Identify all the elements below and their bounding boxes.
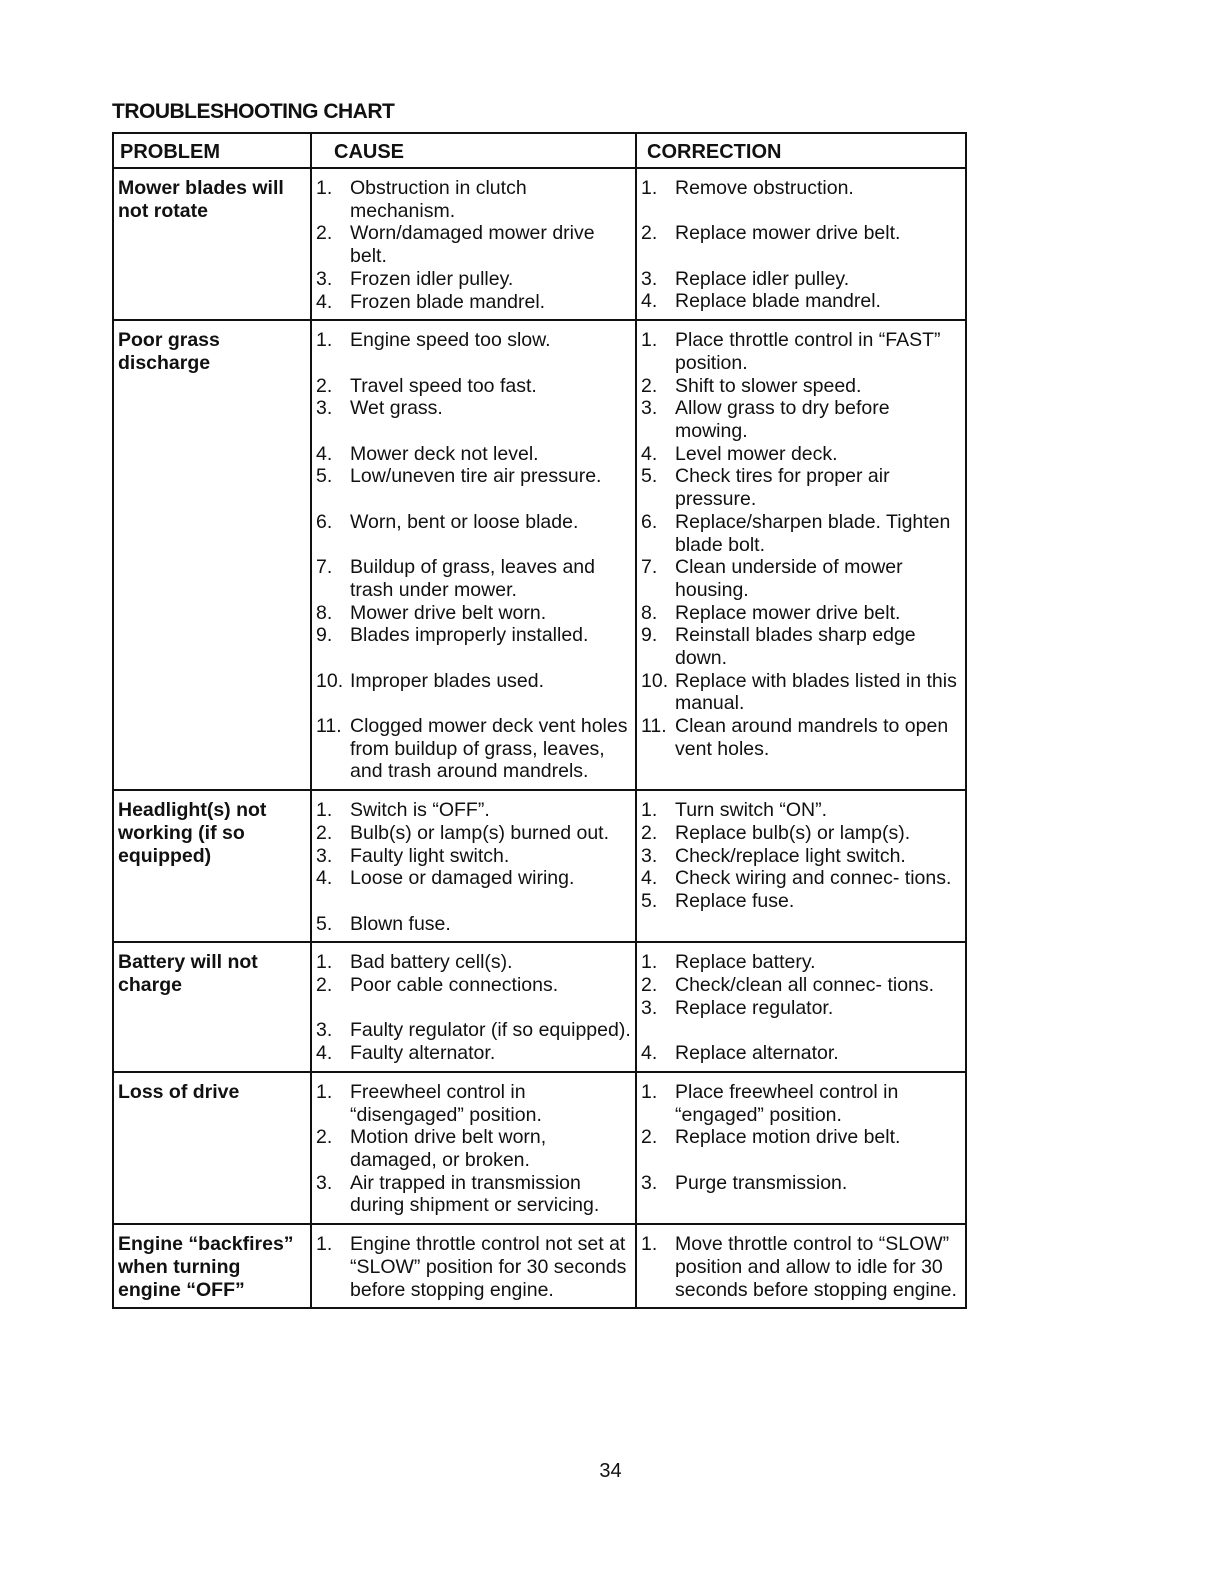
item-text: Turn switch “ON”. [675,799,828,822]
table-row [113,1072,966,1224]
correction-list [641,1233,961,1301]
problem-cell: Engine “backfires” when turning engine “OFF” [113,1224,311,1308]
cause-item [316,867,631,912]
item-number: 4. [316,867,333,890]
cause-list [316,951,631,1065]
correction-item [641,177,961,222]
item-number: 1. [316,1233,333,1256]
item-text: Replace mower drive belt. [675,222,901,245]
line-spacer [675,245,961,268]
item-number: 6. [641,510,658,533]
item-number: 4. [316,1042,333,1065]
page-number: 34 [599,1460,622,1482]
item-text: Replace motion drive belt. [675,1126,901,1149]
correction-item [641,397,961,442]
cause-item [316,1172,631,1217]
item-number: 3. [641,267,658,290]
item-text: Allow grass to dry before mowing. [675,397,890,443]
cause-item [316,291,631,314]
cause-item [316,624,631,669]
correction-list [641,177,961,313]
problem-cell: Headlight(s) not working (if so equipped) [113,790,311,942]
item-text: Clean underside of mower housing. [675,556,903,601]
correction-item [641,1126,961,1171]
item-number: 1. [641,951,658,974]
correction-item [641,997,961,1042]
item-text: Place throttle control in “FAST” position. [675,329,941,374]
item-text: Shift to slower speed. [675,374,862,397]
line-spacer [350,488,631,511]
correction-item [641,1233,961,1301]
cause-item [316,974,631,1019]
item-number: 3. [641,1171,658,1194]
item-number: 1. [641,1080,658,1103]
correction-item [641,822,961,845]
table-body [113,168,966,1308]
table-row [113,942,966,1072]
item-text: Mower deck not level. [350,442,539,465]
item-text: Engine throttle control not set at “SLOW” position for 30 seconds before stopping engine. [350,1233,627,1301]
correction-item [641,845,961,868]
correction-list [641,1081,961,1195]
item-text: Replace/sharpen blade. Tighten blade bolt. [675,510,951,556]
cause-item [316,715,631,783]
cause-item [316,397,631,442]
correction-item [641,1172,961,1195]
item-number: 1. [316,1080,333,1103]
cause-list [316,177,631,313]
item-text: Place freewheel control in “engaged” position. [675,1080,899,1126]
table-row [113,790,966,942]
item-text: Check/replace light switch. [675,844,906,867]
item-number: 5. [641,465,658,488]
problem-cell: Mower blades will not rotate [113,168,311,320]
line-spacer [350,890,631,913]
item-number: 4. [641,290,658,313]
item-number: 1. [641,799,658,822]
item-number: 6. [316,510,333,533]
line-spacer [675,200,961,223]
item-text: Clogged mower deck vent holes from buildup of grass, leaves, and trash around mandrels. [350,715,628,783]
item-text: Switch is “OFF”. [350,799,490,822]
cause-item [316,1233,631,1301]
item-number: 9. [316,624,333,647]
item-text: Clean around mandrels to open vent holes. [675,715,949,760]
item-number: 3. [641,996,658,1019]
correction-item [641,890,961,913]
item-text: Obstruction in clutch mechanism. [350,177,527,222]
correction-item [641,465,961,510]
item-text: Low/uneven tire air pressure. [350,465,602,488]
correction-cell [636,1224,966,1308]
item-text: Check wiring and connec- tions. [675,867,952,890]
item-number: 5. [641,890,658,912]
cause-item [316,556,631,601]
correction-cell [636,1072,966,1224]
line-spacer [675,1020,961,1043]
item-number: 2. [316,1126,333,1149]
cause-item [316,1019,631,1042]
cause-item [316,177,631,222]
cause-item [316,845,631,868]
item-text: Level mower deck. [675,442,838,465]
item-text: Buildup of grass, leaves and trash under mower. [350,556,595,601]
cause-item [316,329,631,374]
item-text: Engine speed too slow. [350,329,551,352]
item-number: 3. [641,844,658,867]
item-text: Move throttle control to “SLOW” position and allow to idle for 30 seconds before stopping engine. [675,1233,957,1301]
item-number: 2. [316,222,333,245]
item-text: Worn, bent or loose blade. [350,510,579,533]
item-number: 2. [641,374,658,397]
item-text: Replace battery. [675,951,816,974]
cause-list [316,799,631,935]
item-text: Replace blade mandrel. [675,290,881,313]
cause-item [316,1081,631,1126]
item-text: Worn/damaged mower drive belt. [350,222,595,268]
correction-item [641,624,961,669]
item-number: 2. [641,222,658,245]
correction-item [641,290,961,313]
cause-cell [311,168,636,320]
item-number: 4. [316,290,333,313]
item-text: Loose or damaged wiring. [350,867,575,890]
item-number: 2. [316,374,333,397]
cause-cell [311,320,636,790]
item-number: 3. [316,1019,333,1042]
item-number: 1. [316,799,333,822]
item-text: Frozen idler pulley. [350,267,514,290]
line-spacer [350,647,631,670]
item-number: 2. [641,821,658,844]
item-number: 11. [641,715,667,738]
item-number: 9. [641,624,658,647]
correction-cell [636,942,966,1072]
correction-cell [636,168,966,320]
item-number: 2. [641,1126,658,1149]
troubleshooting-table [112,132,967,1309]
cause-item [316,1126,631,1171]
cause-list [316,329,631,783]
problem-header: PROBLEM [113,133,311,168]
item-number: 5. [316,912,333,935]
item-number: 5. [316,465,333,488]
cause-item [316,602,631,625]
cause-cell [311,790,636,942]
item-number: 8. [641,601,658,624]
item-number: 4. [641,1042,658,1065]
item-text: Travel speed too fast. [350,374,537,397]
item-text: Faulty regulator (if so equipped). [350,1019,631,1042]
item-text: Reinstall blades sharp edge down. [675,624,916,670]
correction-cell [636,320,966,790]
item-text: Air trapped in transmission during shipment or servicing. [350,1171,600,1217]
item-number: 4. [641,442,658,465]
cause-item [316,465,631,510]
cause-cell [311,942,636,1072]
item-number: 7. [316,556,333,579]
item-number: 10. [641,669,669,692]
item-text: Check/clean all connec- tions. [675,974,935,997]
item-number: 1. [641,1233,658,1256]
item-text: Replace fuse. [675,890,795,912]
item-text: Replace alternator. [675,1042,839,1065]
cause-item [316,670,631,715]
item-number: 1. [316,951,333,974]
correction-header: CORRECTION [636,133,966,168]
item-text: Replace mower drive belt. [675,601,901,624]
correction-item [641,602,961,625]
item-number: 1. [316,329,333,352]
cause-item [316,375,631,398]
item-text: Freewheel control in “disengaged” position. [350,1080,542,1126]
item-text: Faulty light switch. [350,844,510,867]
item-number: 2. [316,821,333,844]
item-text: Faulty alternator. [350,1042,496,1065]
correction-item [641,974,961,997]
item-text: Frozen blade mandrel. [350,290,546,313]
correction-list [641,329,961,760]
cause-item [316,913,631,936]
header-row [113,133,966,168]
item-text: Replace bulb(s) or lamp(s). [675,821,911,844]
cause-cell [311,1072,636,1224]
correction-item [641,443,961,466]
correction-item [641,511,961,556]
cause-item [316,799,631,822]
item-text: Purge transmission. [675,1171,848,1194]
cause-item [316,511,631,556]
item-number: 8. [316,601,333,624]
table-row [113,1224,966,1308]
item-number: 11. [316,715,342,738]
cause-list [316,1081,631,1217]
item-number: 1. [316,177,333,199]
line-spacer [350,420,631,443]
correction-item [641,867,961,890]
item-number: 3. [316,397,333,420]
item-text: Mower drive belt worn. [350,601,547,624]
item-text: Blades improperly installed. [350,624,589,647]
item-text: Remove obstruction. [675,177,854,199]
item-text: Motion drive belt worn, damaged, or broken. [350,1126,547,1171]
item-number: 7. [641,556,658,579]
chart-title: TROUBLESHOOTING CHART [112,100,395,123]
correction-item [641,329,961,374]
cause-item [316,951,631,974]
item-number: 3. [641,397,658,420]
correction-item [641,375,961,398]
item-number: 1. [641,177,658,199]
item-text: Replace with blades listed in this manual. [675,669,957,715]
item-text: Poor cable connections. [350,974,559,997]
cause-item [316,222,631,267]
cause-item [316,268,631,291]
correction-item [641,951,961,974]
item-text: Replace idler pulley. [675,267,850,290]
item-number: 4. [641,867,658,890]
correction-item [641,556,961,601]
correction-item [641,715,961,760]
line-spacer [350,692,631,715]
cause-item [316,822,631,845]
item-number: 3. [316,1171,333,1194]
correction-item [641,799,961,822]
correction-item [641,1081,961,1126]
cause-item [316,1042,631,1065]
line-spacer [350,534,631,557]
item-number: 3. [316,844,333,867]
problem-cell: Loss of drive [113,1072,311,1224]
item-text: Blown fuse. [350,912,451,935]
table-row [113,168,966,320]
correction-item [641,1042,961,1065]
line-spacer [675,1149,961,1172]
item-text: Check tires for proper air pressure. [675,465,890,511]
item-number: 2. [641,974,658,997]
correction-item [641,268,961,291]
correction-list [641,951,961,1065]
item-number: 3. [316,267,333,290]
item-number: 4. [316,442,333,465]
correction-cell [636,790,966,942]
item-number: 10. [316,669,344,692]
correction-item [641,222,961,267]
line-spacer [350,997,631,1020]
correction-item [641,670,961,715]
cause-item [316,443,631,466]
table-row [113,320,966,790]
cause-header: CAUSE [311,133,636,168]
item-number: 1. [641,329,658,352]
item-text: Bulb(s) or lamp(s) burned out. [350,821,610,844]
item-text: Improper blades used. [350,669,545,692]
correction-list [641,799,961,913]
item-text: Replace regulator. [675,996,834,1019]
item-number: 2. [316,974,333,997]
cause-list [316,1233,631,1301]
problem-cell: Poor grass discharge [113,320,311,790]
item-text: Bad battery cell(s). [350,951,513,974]
line-spacer [350,352,631,375]
problem-cell: Battery will not charge [113,942,311,1072]
cause-cell [311,1224,636,1308]
item-text: Wet grass. [350,397,443,420]
